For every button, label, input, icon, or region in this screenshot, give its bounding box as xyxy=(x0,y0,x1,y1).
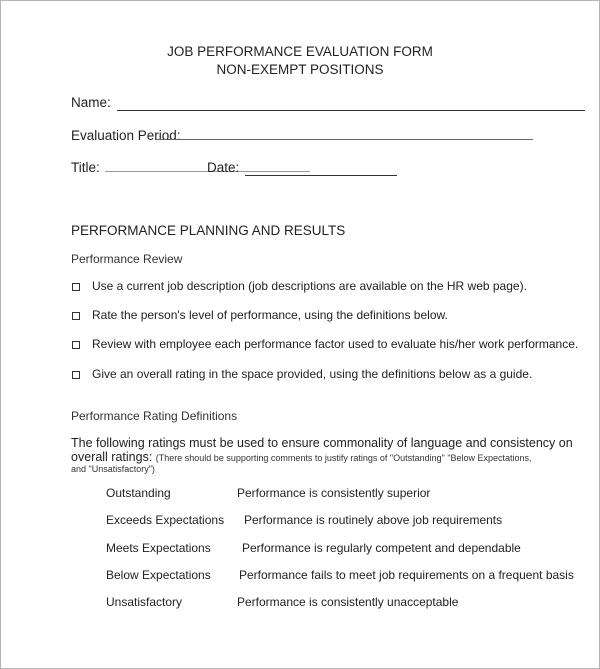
checkbox-icon[interactable] xyxy=(72,312,80,320)
performance-review-heading: Performance Review xyxy=(71,252,183,266)
date-label: Date: xyxy=(207,160,240,175)
name-line[interactable] xyxy=(117,110,585,111)
checkbox-icon[interactable] xyxy=(72,283,80,291)
rating-name: Unsatisfactory xyxy=(106,595,183,609)
rating-definition: Performance is routinely above job requirements xyxy=(244,513,503,527)
checkbox-icon[interactable] xyxy=(72,341,80,349)
review-item: Review with employee each performance factor used to evaluate his/her work performance. xyxy=(92,337,579,351)
rating-name: Exceeds Expectations xyxy=(106,513,225,527)
evaluation-period-label: Evaluation Period: xyxy=(71,128,181,143)
rating-name: Outstanding xyxy=(106,486,171,500)
title-label: Title: xyxy=(71,160,100,175)
rating-name: Meets Expectations xyxy=(106,541,211,555)
intro-text-line1: The following ratings must be used to ensure commonality of language and consistency on xyxy=(71,436,573,450)
review-item: Use a current job description (job descriptions are available on the HR web page). xyxy=(92,279,527,293)
rating-definitions-heading: Performance Rating Definitions xyxy=(71,409,238,423)
rating-definition: Performance is consistently superior xyxy=(237,486,431,500)
intro-note-cont: and "Unsatisfactory") xyxy=(71,464,155,474)
intro-text-line2 xyxy=(71,450,532,464)
intro-overall-ratings: overall ratings: xyxy=(71,450,153,464)
review-item: Rate the person's level of performance, using the definitions below. xyxy=(92,308,448,322)
form-title: JOB PERFORMANCE EVALUATION FORM xyxy=(167,44,433,59)
rating-definition: Performance is regularly competent and dependable xyxy=(242,541,521,555)
form-subtitle: NON-EXEMPT POSITIONS xyxy=(216,62,384,77)
rating-definition: Performance is consistently unacceptable xyxy=(237,595,459,609)
evaluation-period-line[interactable] xyxy=(156,139,533,140)
rating-name: Below Expectations xyxy=(106,568,211,582)
review-item: Give an overall rating in the space provided, using the definitions below as a guide. xyxy=(92,367,533,381)
section-heading: PERFORMANCE PLANNING AND RESULTS xyxy=(71,223,346,238)
name-label: Name: xyxy=(71,95,111,110)
intro-note: (There should be supporting comments to justify ratings of "Outstanding" "Below Expectations, xyxy=(155,453,532,463)
date-line[interactable] xyxy=(245,175,397,176)
rating-definition: Performance fails to meet job requirements on a frequent basis xyxy=(239,568,574,582)
checkbox-icon[interactable] xyxy=(72,371,80,379)
